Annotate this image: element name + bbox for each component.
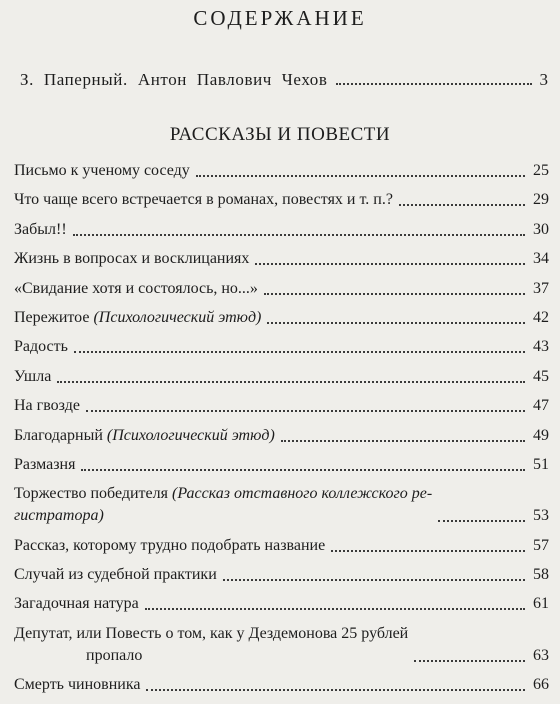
leader-dots xyxy=(414,660,525,662)
section-title: РАССКАЗЫ И ПОВЕСТИ xyxy=(169,124,391,145)
entry-title: Радость xyxy=(14,338,68,356)
entry-page: 63 xyxy=(533,646,549,664)
entry-page: 42 xyxy=(533,308,549,326)
entry-page: 43 xyxy=(533,338,549,356)
toc-entry xyxy=(14,366,549,388)
leader-dots xyxy=(438,520,525,522)
entry-title-block xyxy=(14,483,432,527)
entry-title: Что чаще всего встречается в романах, повестях и т. п.? xyxy=(14,191,393,209)
entry-title: Письмо к ученому соседу xyxy=(14,162,190,179)
entry-page: 45 xyxy=(533,367,549,385)
leader-dots xyxy=(336,83,532,85)
entry-page: 29 xyxy=(533,191,549,209)
toc-entry xyxy=(14,189,549,211)
entry-title-continued xyxy=(14,505,432,527)
entry-subtitle: (Психологический этюд) xyxy=(93,308,262,326)
toc-entry xyxy=(14,336,549,358)
entry-title: Жизнь в вопросах и восклицаниях xyxy=(14,250,250,268)
toc-entry xyxy=(14,160,549,182)
entry-page: 30 xyxy=(533,220,549,238)
entry-title xyxy=(14,483,432,505)
toc-entry xyxy=(14,674,549,696)
entry-title-text: Благодарный xyxy=(14,426,103,444)
toc-entry xyxy=(14,564,549,586)
entry-title xyxy=(14,307,261,329)
entry-subtitle-continued: гистратора) xyxy=(14,507,104,525)
entry-subtitle: (Психологический этюд) xyxy=(106,426,275,444)
leader-dots xyxy=(73,234,525,236)
entry-title-text: Пережитое xyxy=(14,308,90,326)
entry-page: 47 xyxy=(533,397,549,415)
entry-subtitle: (Рассказ отставного коллежского ре- xyxy=(171,485,433,503)
toc-entry xyxy=(14,593,549,615)
toc-entry xyxy=(14,623,549,667)
intro-author: З. Паперный. xyxy=(20,70,128,89)
entry-title xyxy=(14,425,275,447)
entry-title: Смерть чиновника xyxy=(14,676,141,694)
entry-title: Рассказ, которому трудно подобрать название xyxy=(14,536,326,554)
intro-title: Антон Павлович Чехов xyxy=(137,70,328,89)
toc-entry xyxy=(14,425,549,447)
entry-page: 61 xyxy=(533,595,549,613)
entry-title-continued: пропало xyxy=(86,646,143,664)
toc-list xyxy=(14,160,549,704)
entry-title: Забыл!! xyxy=(14,220,67,238)
leader-dots xyxy=(331,550,525,552)
entry-title: Депутат, или Повесть о том, как у Дездемонова 25 рублей xyxy=(14,624,409,642)
entry-page: 25 xyxy=(533,162,549,179)
leader-dots xyxy=(196,175,525,177)
entry-page: 34 xyxy=(533,250,549,268)
entry-page: 37 xyxy=(533,279,549,297)
entry-title: Случай из судебной практики xyxy=(14,566,217,584)
toc-entry xyxy=(14,307,549,329)
page-title: СОДЕРЖАНИЕ xyxy=(193,6,367,30)
entry-title: Загадочная натура xyxy=(14,595,139,613)
leader-dots xyxy=(281,440,525,442)
entry-title: «Свидание хотя и состоялось, но...» xyxy=(14,279,258,297)
leader-dots xyxy=(223,579,525,581)
entry-page: 51 xyxy=(533,455,549,473)
entry-page: 49 xyxy=(533,426,549,444)
toc-entry xyxy=(14,483,549,527)
leader-dots xyxy=(57,381,525,383)
leader-dots xyxy=(146,689,525,691)
entry-title: Размазня xyxy=(14,455,76,473)
toc-entry xyxy=(14,395,549,417)
leader-dots xyxy=(86,410,525,412)
leader-dots xyxy=(399,204,525,206)
toc-entry xyxy=(14,219,549,241)
toc-entry xyxy=(14,248,549,270)
entry-page: 53 xyxy=(533,507,549,525)
entry-title: Ушла xyxy=(14,367,52,385)
entry-page: 66 xyxy=(533,676,549,694)
entry-page: 57 xyxy=(533,536,549,554)
toc-entry xyxy=(14,278,549,300)
leader-dots xyxy=(145,608,525,610)
leader-dots xyxy=(74,351,525,353)
entry-title-block xyxy=(14,623,408,667)
entry-title-text: Торжество победителя xyxy=(14,485,168,503)
leader-dots xyxy=(264,293,525,295)
leader-dots xyxy=(81,469,525,471)
intro-entry xyxy=(20,70,548,90)
toc-entry xyxy=(14,454,549,476)
leader-dots xyxy=(255,263,525,265)
entry-page: 58 xyxy=(533,566,549,584)
entry-title: На гвозде xyxy=(14,397,80,415)
toc-entry xyxy=(14,535,549,557)
leader-dots xyxy=(267,322,525,324)
intro-page: 3 xyxy=(539,70,548,89)
